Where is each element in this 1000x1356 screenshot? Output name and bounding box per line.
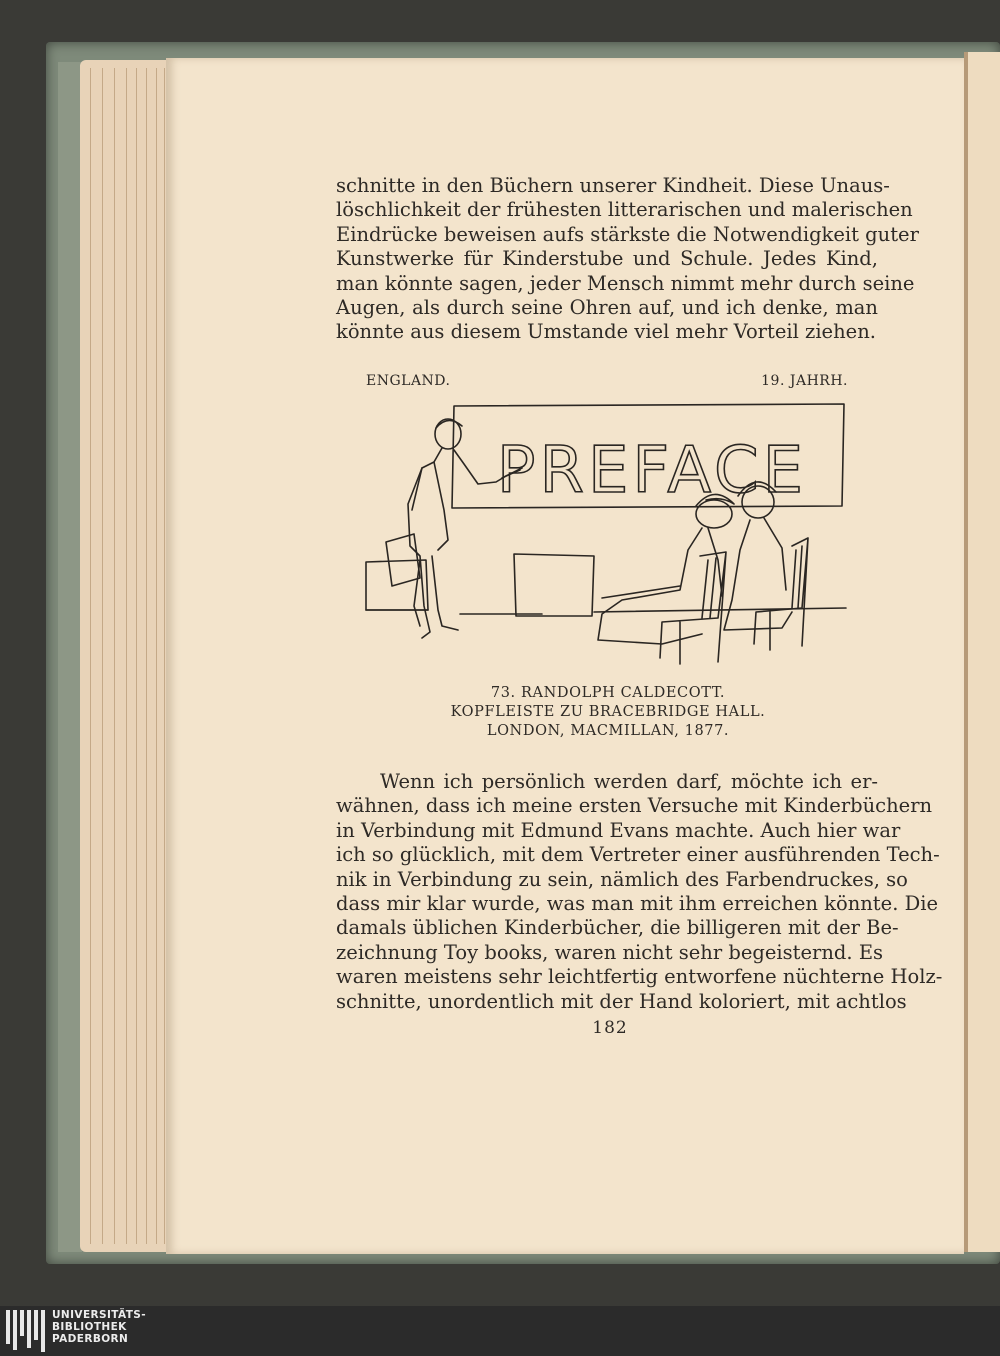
text-line: könnte aus diesem Umstande viel mehr Vorteil ziehen. — [336, 320, 876, 344]
facing-page-edge — [964, 52, 1000, 1252]
library-logo-text — [52, 1309, 146, 1345]
logo-line: BIBLIOTHEK — [52, 1321, 127, 1333]
library-footer — [0, 1306, 1000, 1356]
figure-header-country: ENGLAND. — [366, 373, 451, 389]
caldecott-illustration — [362, 400, 852, 672]
page-number: 182 — [592, 1018, 628, 1038]
text-line: Wenn ich persönlich werden darf, möchte ich er- — [380, 770, 878, 793]
text-line: man könnte sagen, jeder Mensch nimmt mehr durch seine — [336, 271, 915, 295]
text-line: dass mir klar wurde, was man mit ihm erreichen könnte. Die — [336, 892, 938, 916]
top-paragraph — [336, 174, 919, 345]
cover-edge — [58, 62, 82, 1252]
chairs — [660, 538, 808, 664]
university-library-logo-icon — [6, 1310, 46, 1352]
logo-line: UNIVERSITÄTS- — [52, 1309, 147, 1321]
text-line: damals üblichen Kinderbücher, die billigeren mit der Be- — [336, 916, 899, 940]
text-line: Eindrücke beweisen aufs stärkste die Notwendigkeit guter — [336, 222, 919, 246]
text-line: nik in Verbindung zu sein, nämlich des Farbendruckes, so — [336, 867, 908, 891]
figure-header-century: 19. JAHRH. — [761, 373, 848, 389]
text-line: Augen, als durch seine Ohren auf, und ich denke, man — [336, 296, 878, 320]
text-line: löschlichkeit der frühesten litterarischen und malerischen — [336, 198, 913, 222]
caption-line: KOPFLEISTE ZU BRACEBRIDGE HALL. — [450, 704, 766, 720]
page-edges — [80, 60, 174, 1252]
text-line: wähnen, dass ich meine ersten Versuche mit Kinderbüchern — [336, 794, 933, 818]
text-line: Kunstwerke für Kinderstube und Schule. Jedes Kind, — [336, 247, 878, 271]
text-line: waren meistens sehr leichtfertig entworfene nüchterne Holz- — [336, 965, 943, 989]
display-box — [514, 554, 594, 616]
caption-line: 73. RANDOLPH CALDECOTT. — [490, 685, 726, 701]
bottom-paragraph — [336, 770, 943, 1014]
caption-line: LONDON, MACMILLAN, 1877. — [486, 723, 730, 739]
text-line: ich so glücklich, mit dem Vertreter einer ausführenden Tech- — [336, 843, 940, 867]
text-line: schnitte, unordentlich mit der Hand koloriert, mit achtlos — [336, 989, 907, 1013]
sign-text: PREFACE — [496, 434, 808, 508]
text-line: in Verbindung mit Edmund Evans machte. Auch hier war — [336, 818, 901, 842]
logo-line: PADERBORN — [52, 1333, 129, 1345]
text-line: zeichnung Toy books, waren nicht sehr begeisternd. Es — [336, 940, 884, 964]
page-gutter — [964, 52, 968, 1252]
text-line: schnitte in den Büchern unserer Kindheit. Diese Unaus- — [336, 174, 890, 197]
figure-caption — [400, 684, 816, 741]
